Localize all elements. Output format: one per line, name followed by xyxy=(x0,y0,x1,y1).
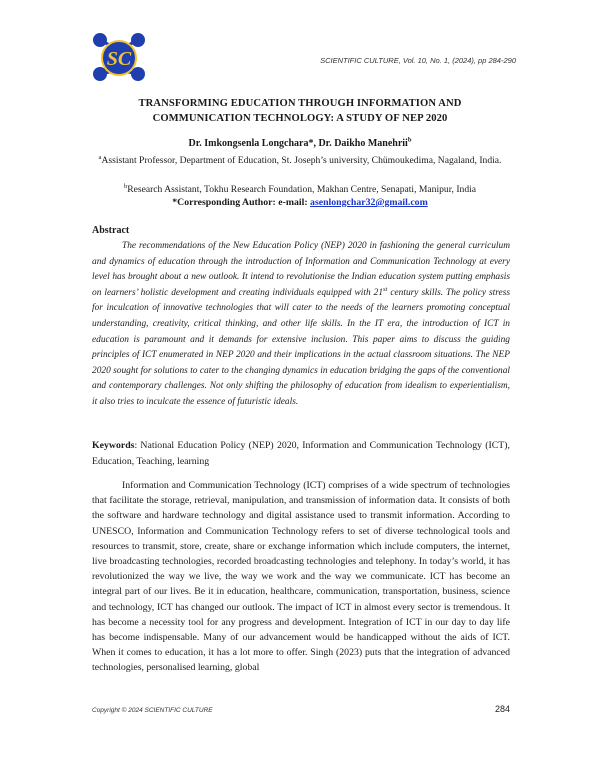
title-line-1: TRANSFORMING EDUCATION THROUGH INFORMATION AND xyxy=(138,98,462,109)
affiliation-a-text: Assistant Professor, Department of Education, St. Joseph’s university, Chümoukedima, Nagaland, India. xyxy=(101,155,502,166)
author-list xyxy=(90,138,510,149)
keywords-text: : National Education Policy (NEP) 2020, Information and Communication Technology (ICT), Education, Teaching, learning xyxy=(92,440,510,467)
affiliation-b-marker: b xyxy=(123,182,128,190)
corresponding-label: *Corresponding Author: e-mail: xyxy=(172,197,308,208)
footer-copyright: Copyright © 2024 SCIENTIFIC CULTURE xyxy=(92,707,213,714)
journal-reference: SCIENTIFIC CULTURE, Vol. 10, No. 1, (2024), pp 284-290 xyxy=(320,56,516,65)
abstract-part-2: century skills. The policy stress for inculcation of innovative technologies that will cater to the needs of the learners promoting conceptual understanding, creativity, critical thinking, and other life skills. In the IT era, the introduction of ICT in education is paramount and it demands for extensive inclusion. This paper aims to discuss the guiding principles of ICT enumerated in NEP 2020 and their implications in the actual classroom situations. The NEP 2020 sought for solutions to cater to the changing dynamics in education bridging the gaps of the conventional and contemporary challenges. Not only shifting the philosophy of education from idealism to experientialism, it also tries to inculcate the essence of futuristic ideals. xyxy=(92,287,510,407)
paper-title xyxy=(90,96,510,126)
logo-text: SC xyxy=(106,48,132,70)
page-number: 284 xyxy=(494,704,510,714)
title-line-2: COMMUNICATION TECHNOLOGY: A STUDY OF NEP 2020 xyxy=(152,113,448,124)
keywords xyxy=(92,438,510,469)
abstract-part-1: The recommendations of the New Education Policy (NEP) 2020 in fashioning the general curriculum and dynamics of education through the introduction of Information and Communication Technology at every level has brought about a new outlook. It intend to revolutionise the Indian education system putting emphasis on learners’ holistic development and creating individuals equipped with 21 xyxy=(92,241,510,298)
abstract-text xyxy=(92,239,510,411)
affiliation-a-marker: a xyxy=(98,153,102,161)
corresponding-author xyxy=(90,197,510,208)
affiliation-b xyxy=(90,182,510,197)
abstract-heading: Abstract xyxy=(92,225,130,236)
affiliation-b-text: Research Assistant, Tokhu Research Foundation, Makhan Centre, Senapati, Manipur, India xyxy=(127,184,477,195)
affiliation-a xyxy=(90,153,510,168)
corresponding-email-link[interactable]: asenlongchar32@gmail.com xyxy=(310,197,428,208)
keywords-label: Keywords xyxy=(92,440,135,451)
journal-logo xyxy=(88,28,150,86)
body-paragraph: Information and Communication Technology (ICT) comprises of a wide spectrum of technologies that facilitate the storage, retrieval, manipulation, and transmission of information data. It consists of both the software and hardware technology and digital assistance used to transmit information. According to UNESCO, Information and Communication Technology refers to set of diverse technological tools and resources to transmit, store, create, share or exchange information which include computers, the internet, live broadcasting technologies, recorded broadcasting technologies and telephony. In today’s world, it has revolutionized the way we live, the way we work and the way we communicate. ICT has become an integral part of our lives. Be it in education, healthcare, communication, transportation, business, science and technology, ICT has changed our outlook. The impact of ICT in almost every sector is tremendous. It has become a necessity tool for any progress and development. Integration of ICT in our day to day life has become indispensable. Many of our advancement would be handicapped without the aids of ICT. When it comes to education, it has a lot more to offer. Singh (2023) puts that the integration of advanced technologies, personalised learning, global xyxy=(92,480,510,674)
abstract-superscript: st xyxy=(383,285,388,293)
author-superscript: b xyxy=(407,136,412,144)
authors-text: Dr. Imkongsenla Longchara*, Dr. Daikho Manehrii xyxy=(188,138,408,149)
